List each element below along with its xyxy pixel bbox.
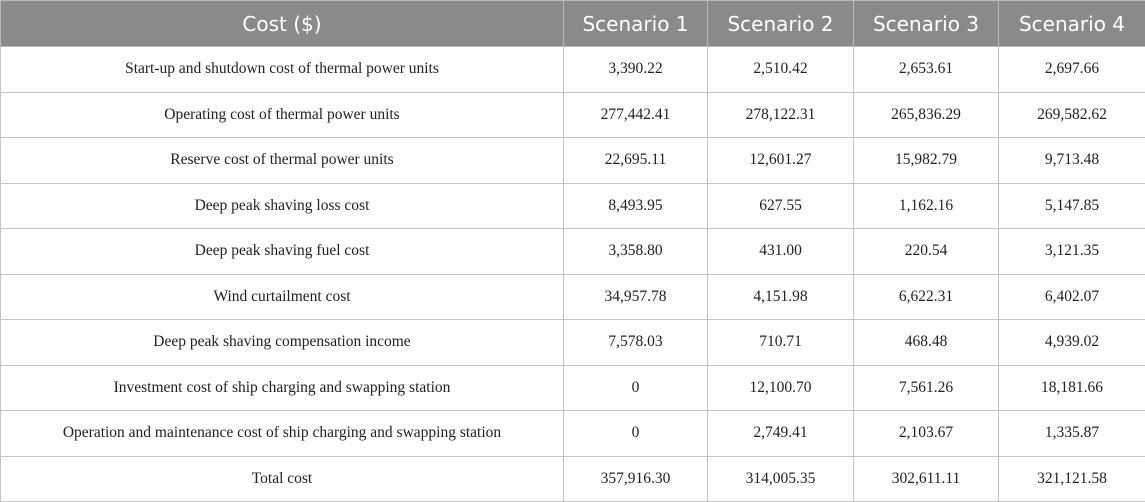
- cell-scenario-4: 321,121.58: [999, 456, 1145, 502]
- cell-scenario-4: 1,335.87: [999, 411, 1145, 457]
- cell-scenario-1: 3,358.80: [564, 229, 708, 275]
- cell-scenario-3: 2,103.67: [854, 411, 999, 457]
- cell-scenario-2: 314,005.35: [708, 456, 854, 502]
- header-scenario-3: Scenario 3: [854, 1, 999, 47]
- cell-scenario-2: 431.00: [708, 229, 854, 275]
- header-cost: Cost ($): [1, 1, 564, 47]
- cell-scenario-3: 15,982.79: [854, 138, 999, 184]
- header-scenario-1: Scenario 1: [564, 1, 708, 47]
- cell-scenario-4: 2,697.66: [999, 47, 1145, 93]
- table-body: [1, 47, 1145, 502]
- cell-scenario-1: 277,442.41: [564, 92, 708, 138]
- cell-scenario-4: 3,121.35: [999, 229, 1145, 275]
- cell-scenario-4: 5,147.85: [999, 183, 1145, 229]
- header-scenario-2: Scenario 2: [708, 1, 854, 47]
- row-label: Reserve cost of thermal power units: [1, 138, 564, 184]
- cell-scenario-1: 0: [564, 365, 708, 411]
- table-row: [1, 47, 1145, 93]
- table-row: [1, 365, 1145, 411]
- table-row: [1, 138, 1145, 184]
- cell-scenario-1: 357,916.30: [564, 456, 708, 502]
- cell-scenario-1: 8,493.95: [564, 183, 708, 229]
- row-label: Deep peak shaving compensation income: [1, 320, 564, 366]
- cell-scenario-1: 7,578.03: [564, 320, 708, 366]
- cell-scenario-3: 1,162.16: [854, 183, 999, 229]
- cell-scenario-3: 468.48: [854, 320, 999, 366]
- table-row: [1, 411, 1145, 457]
- table-row: [1, 92, 1145, 138]
- header-row: [1, 1, 1145, 47]
- cell-scenario-4: 269,582.62: [999, 92, 1145, 138]
- cell-scenario-4: 4,939.02: [999, 320, 1145, 366]
- cell-scenario-1: 22,695.11: [564, 138, 708, 184]
- cell-scenario-1: 34,957.78: [564, 274, 708, 320]
- cell-scenario-4: 18,181.66: [999, 365, 1145, 411]
- cell-scenario-2: 12,100.70: [708, 365, 854, 411]
- row-label: Deep peak shaving fuel cost: [1, 229, 564, 275]
- cell-scenario-2: 710.71: [708, 320, 854, 366]
- row-label: Operating cost of thermal power units: [1, 92, 564, 138]
- cell-scenario-4: 9,713.48: [999, 138, 1145, 184]
- cell-scenario-1: 0: [564, 411, 708, 457]
- row-label: Total cost: [1, 456, 564, 502]
- table-row-total: [1, 456, 1145, 502]
- cell-scenario-4: 6,402.07: [999, 274, 1145, 320]
- table-row: [1, 320, 1145, 366]
- row-label: Operation and maintenance cost of ship charging and swapping station: [1, 411, 564, 457]
- cell-scenario-3: 302,611.11: [854, 456, 999, 502]
- row-label: Investment cost of ship charging and swapping station: [1, 365, 564, 411]
- cell-scenario-2: 4,151.98: [708, 274, 854, 320]
- cell-scenario-3: 2,653.61: [854, 47, 999, 93]
- row-label: Deep peak shaving loss cost: [1, 183, 564, 229]
- table-header: [1, 1, 1145, 47]
- cell-scenario-3: 7,561.26: [854, 365, 999, 411]
- table-row: [1, 229, 1145, 275]
- table-row: [1, 183, 1145, 229]
- cell-scenario-3: 220.54: [854, 229, 999, 275]
- cell-scenario-3: 265,836.29: [854, 92, 999, 138]
- row-label: Start-up and shutdown cost of thermal power units: [1, 47, 564, 93]
- cell-scenario-2: 278,122.31: [708, 92, 854, 138]
- cell-scenario-2: 12,601.27: [708, 138, 854, 184]
- cell-scenario-2: 627.55: [708, 183, 854, 229]
- row-label: Wind curtailment cost: [1, 274, 564, 320]
- cell-scenario-2: 2,510.42: [708, 47, 854, 93]
- cell-scenario-2: 2,749.41: [708, 411, 854, 457]
- table-row: [1, 274, 1145, 320]
- cell-scenario-1: 3,390.22: [564, 47, 708, 93]
- cell-scenario-3: 6,622.31: [854, 274, 999, 320]
- header-scenario-4: Scenario 4: [999, 1, 1145, 47]
